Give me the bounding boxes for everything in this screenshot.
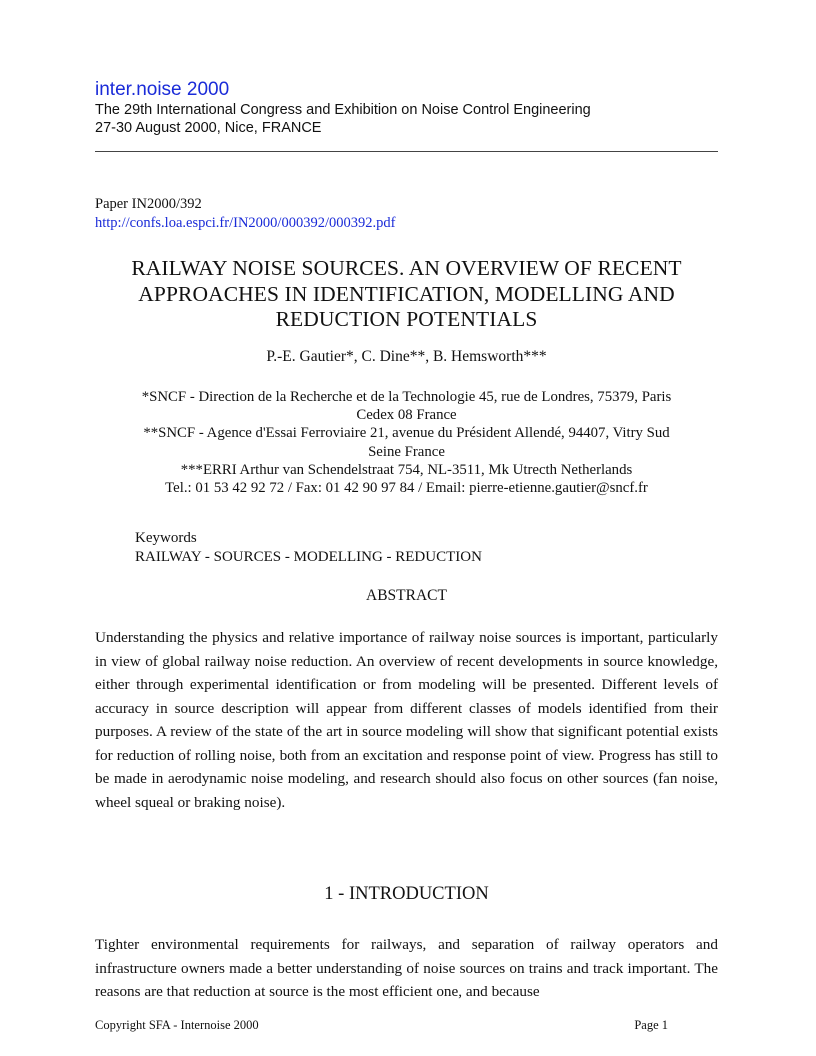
abstract-heading: ABSTRACT <box>366 587 447 604</box>
title-line: RAILWAY NOISE SOURCES. AN OVERVIEW OF RECENT <box>131 256 682 280</box>
page-footer <box>95 1018 668 1033</box>
keywords-list: RAILWAY - SOURCES - MODELLING - REDUCTION <box>135 549 482 565</box>
conference-name: inter.noise 2000 <box>95 79 230 100</box>
title-line: APPROACHES IN IDENTIFICATION, MODELLING AND <box>138 281 675 306</box>
header-divider <box>95 151 718 152</box>
title-line: REDUCTION POTENTIALS <box>275 307 538 331</box>
conference-header <box>95 79 735 137</box>
paper-url-link[interactable]: http://confs.loa.espci.fr/IN2000/000392/000392.pdf <box>95 215 396 231</box>
affiliation-line: Cedex 08 France <box>356 407 457 424</box>
copyright-text: Copyright SFA - Internoise 2000 <box>95 1018 259 1032</box>
affiliation-line: **SNCF - Agence d'Essai Ferroviaire 21, avenue du Président Allendé, 94407, Vitry Sud <box>143 425 670 442</box>
keywords-label: Keywords <box>135 530 197 546</box>
section-heading: 1 - INTRODUCTION <box>324 884 489 904</box>
introduction-body <box>95 933 718 1004</box>
paper-reference <box>95 195 395 233</box>
affiliation-line: *SNCF - Direction de la Recherche et de la Technologie 45, rue de Londres, 75379, Paris <box>141 389 672 405</box>
authors: P.-E. Gautier*, C. Dine**, B. Hemsworth*** <box>266 348 547 365</box>
congress-line: The 29th International Congress and Exhibition on Noise Control Engineering <box>95 102 591 118</box>
affiliation-line: Seine France <box>368 443 445 460</box>
introduction-text: Tighter environmental requirements for railways, and separation of railway operators and infrastructure owners made a better understanding of noise sources on trains and track important. The reasons are that reduction at source is the most efficient one, and because <box>95 936 718 1000</box>
dates-location: 27-30 August 2000, Nice, FRANCE <box>95 120 322 136</box>
affiliations <box>95 388 718 497</box>
keywords-block <box>135 529 482 567</box>
affiliation-line: ***ERRI Arthur van Schendelstraat 754, NL-3511, Mk Utrecth Netherlands <box>180 461 633 478</box>
abstract-text: Understanding the physics and relative importance of railway noise sources is important, particularly in view of global railway noise reduction. An overview of recent developments in source knowledge, either through experimental identification or from modeling will be presented. Different levels of accuracy in source description will appear from different classes of models identified from their purposes. A review of the state of the art in source modeling will show that significant potential exists for reduction of rolling noise, both from an excitation and response point of view. Progress has still to be made in aerodynamic noise modeling, and research should also focus on other sources (fan noise, wheel squeal or braking noise). <box>95 629 718 811</box>
paper-id: Paper IN2000/392 <box>95 196 202 212</box>
contact-line: Tel.: 01 53 42 92 72 / Fax: 01 42 90 97 84 / Email: pierre-etienne.gautier@sncf.fr <box>165 480 648 497</box>
paper-title <box>95 256 718 333</box>
page-number: Page 1 <box>634 1018 668 1032</box>
abstract-body <box>95 626 718 814</box>
